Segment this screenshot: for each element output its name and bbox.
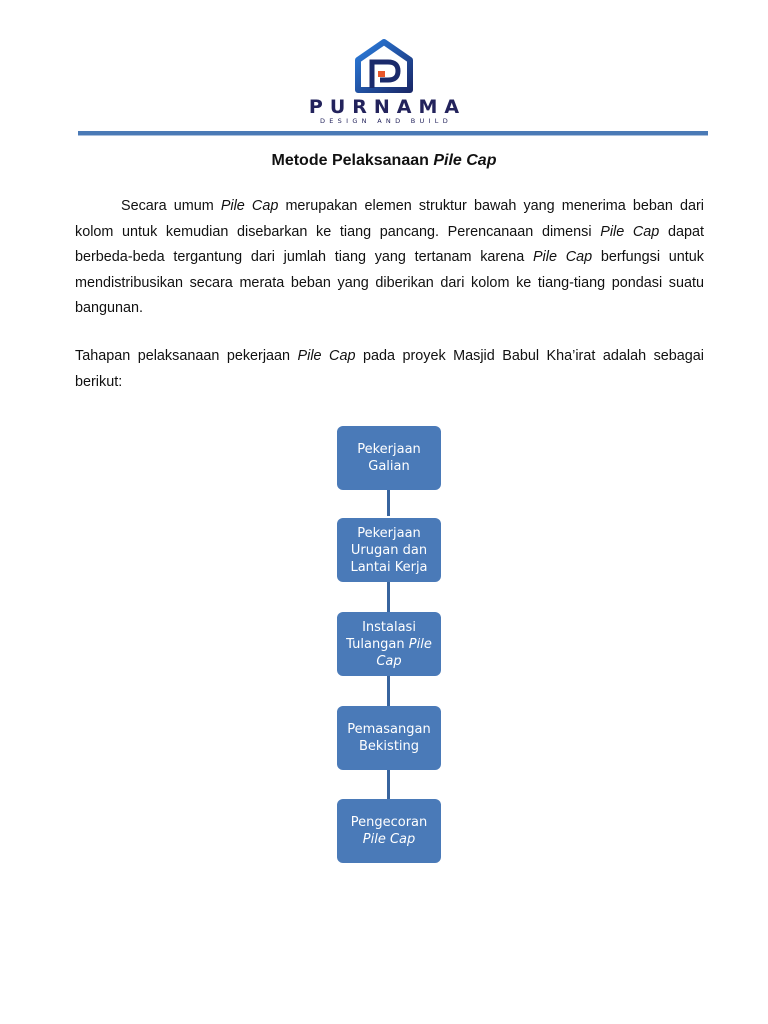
step-4-text: Pemasangan Bekisting xyxy=(347,722,431,754)
p1-text-2: merupakan elemen struktur bawah yang menerima beban dari kolom untuk kemudian disebarkan ke tiang pancang. Perencanaan dimensi xyxy=(75,198,704,240)
flow-step-bekisting xyxy=(337,706,441,770)
p1-emphasis-2: Pile Cap xyxy=(600,223,660,240)
flow-connector xyxy=(387,582,390,612)
title-text: Metode Pelaksanaan xyxy=(271,152,434,169)
step-5-emphasis: Pile Cap xyxy=(362,832,416,847)
p1-text-1: Secara umum xyxy=(121,198,221,214)
p1-emphasis-1: Pile Cap xyxy=(220,198,279,214)
flow-connector xyxy=(387,490,390,516)
p2-emphasis-1: Pile Cap xyxy=(297,348,356,364)
flow-step-galian xyxy=(337,426,441,490)
flow-step-tulangan xyxy=(337,612,441,676)
brand-name: PURNAMA xyxy=(308,96,467,118)
step-2-text: Pekerjaan Urugan dan Lantai Kerja xyxy=(350,525,428,575)
title-emphasis: Pile Cap xyxy=(433,152,497,169)
p1-text-4: berfungsi untuk mendistribusikan secara merata beban yang diberikan dari kolom ke tiang-tiang pondasi suatu bangunan. xyxy=(75,249,704,316)
p1-emphasis-3: Pile Cap xyxy=(532,249,593,265)
p2-text-2: pada proyek Masjid Babul Kha’irat adalah sebagai berikut: xyxy=(75,348,704,390)
flow-connector xyxy=(387,769,390,799)
flow-step-pengecoran xyxy=(337,799,441,863)
step-3-text: Instalasi Tulangan xyxy=(346,619,416,652)
step-1-text: Pekerjaan Galian xyxy=(357,442,421,474)
step-5-text: Pengecoran xyxy=(350,815,428,830)
p1-text-3: dapat berbeda-beda tergantung dari jumlah tiang yang tertanam karena xyxy=(75,223,704,265)
brand-tagline: DESIGN AND BUILD xyxy=(319,117,453,125)
flow-connector xyxy=(387,676,390,706)
flow-step-urugan xyxy=(337,518,441,582)
p2-text-1: Tahapan pelaksanaan pekerjaan xyxy=(75,348,298,364)
step-3-emphasis: Pile Cap xyxy=(376,636,432,669)
